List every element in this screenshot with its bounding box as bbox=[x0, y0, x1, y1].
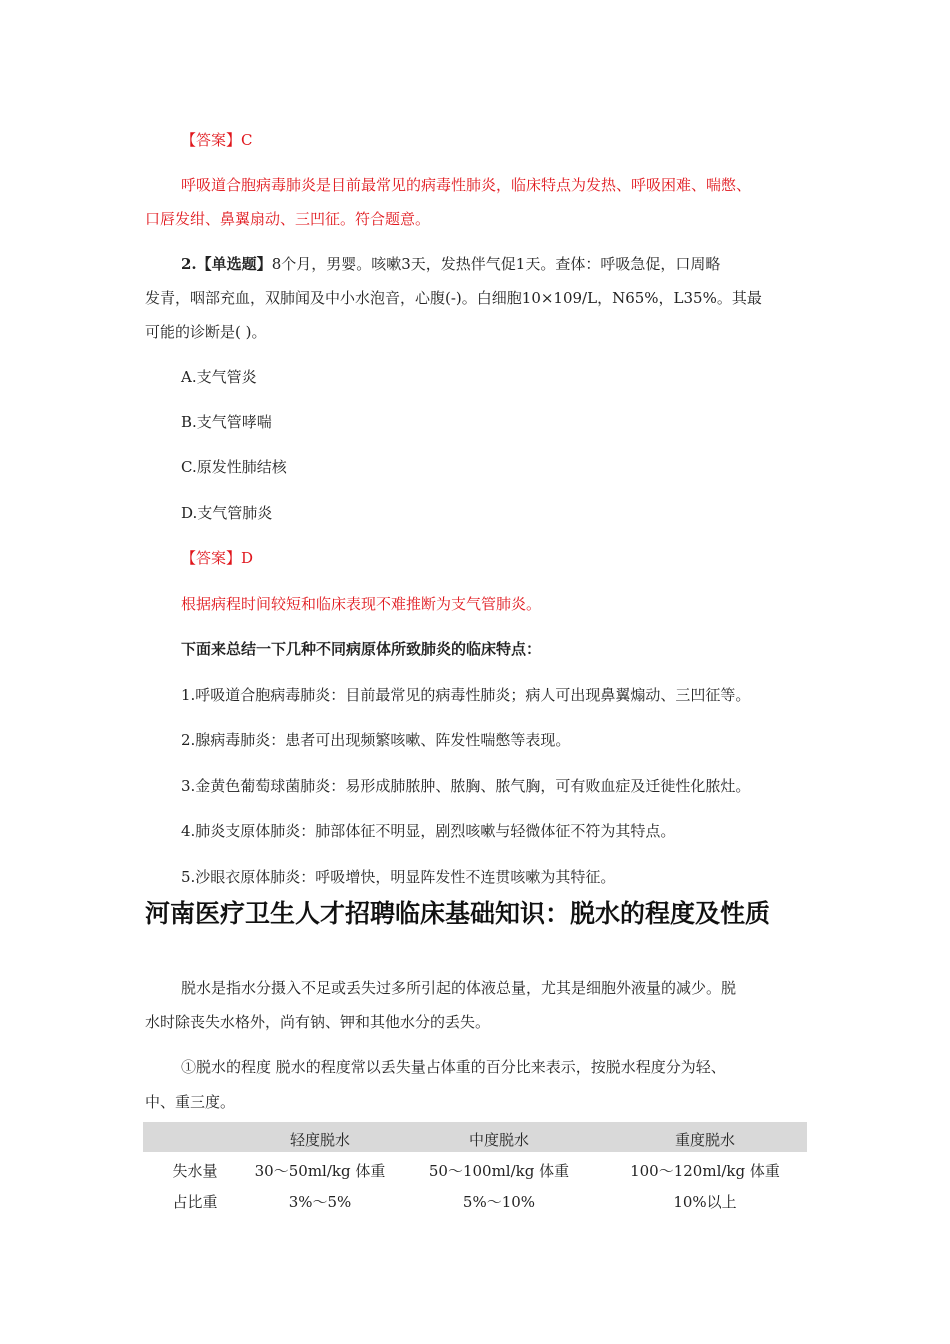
answer-line bbox=[181, 548, 253, 568]
table-header-cell: 中度脱水 bbox=[468, 1131, 529, 1149]
question-line: 可能的诊断是( )。 bbox=[145, 323, 267, 341]
table-row bbox=[143, 1153, 807, 1185]
section-heading: 河南医疗卫生人才招聘临床基础知识：脱水的程度及性质 bbox=[145, 899, 771, 928]
answer-value: D bbox=[241, 549, 254, 567]
table-cell: 5%～10% bbox=[462, 1193, 536, 1211]
table-cell: 10%以上 bbox=[673, 1193, 737, 1211]
answer-value: C bbox=[241, 131, 253, 149]
table-cell: 3%～5% bbox=[288, 1193, 352, 1211]
summary-item: 3.金黄色葡萄球菌肺炎：易形成肺脓肿、脓胸、脓气胸，可有败血症及迁徙性化脓灶。 bbox=[181, 777, 751, 795]
question-type: 【单选题】 bbox=[196, 255, 272, 273]
paragraph-line: 水时除丧失水格外，尚有钠、钾和其他水分的丢失。 bbox=[145, 1013, 491, 1031]
question-line: 发青，咽部充血，双肺闻及中小水泡音，心腹(-)。白细胞10×109/L，N65%，L35%。其最 bbox=[145, 289, 762, 307]
option-d: D.支气管肺炎 bbox=[181, 504, 273, 522]
question-number: 2. bbox=[181, 255, 197, 273]
explanation-line: 呼吸道合胞病毒肺炎是目前最常见的病毒性肺炎，临床特点为发热、呼吸困难、喘憋、 bbox=[181, 176, 752, 194]
summary-item: 5.沙眼衣原体肺炎：呼吸增快，明显阵发性不连贯咳嗽为其特征。 bbox=[181, 868, 616, 886]
question-text: 8个月，男婴。咳嗽3天，发热伴气促1天。查体：呼吸急促，口周略 bbox=[271, 255, 721, 273]
option-a: A.支气管炎 bbox=[181, 368, 257, 386]
table-cell: 失水量 bbox=[172, 1162, 218, 1180]
option-b: B.支气管哮喘 bbox=[181, 413, 272, 431]
summary-item: 1.呼吸道合胞病毒肺炎：目前最常见的病毒性肺炎；病人可出现鼻翼煽动、三凹征等。 bbox=[181, 686, 751, 704]
table-cell: 100～120ml/kg 体重 bbox=[630, 1162, 780, 1180]
question-line bbox=[181, 254, 720, 274]
paragraph-line: 中、重三度。 bbox=[145, 1093, 236, 1111]
dehydration-table bbox=[143, 1122, 807, 1211]
option-c: C.原发性肺结核 bbox=[181, 458, 287, 476]
table-cell: 占比重 bbox=[172, 1193, 218, 1211]
table-row bbox=[143, 1185, 807, 1217]
table-header-cell: 重度脱水 bbox=[674, 1131, 735, 1149]
table-header-cell: 轻度脱水 bbox=[289, 1131, 350, 1149]
summary-title: 下面来总结一下几种不同病原体所致肺炎的临床特点： bbox=[181, 640, 542, 658]
explanation-line: 口唇发绀、鼻翼扇动、三凹征。符合题意。 bbox=[145, 210, 431, 228]
paragraph-line: 脱水是指水分摄入不足或丢失过多所引起的体液总量，尤其是细胞外液量的减少。脱 bbox=[181, 979, 737, 997]
table-header-row bbox=[143, 1122, 807, 1152]
paragraph-line: ①脱水的程度 脱水的程度常以丢失量占体重的百分比来表示，按脱水程度分为轻、 bbox=[181, 1058, 726, 1076]
answer-label: 【答案】 bbox=[181, 131, 242, 149]
table-cell: 30～50ml/kg 体重 bbox=[254, 1162, 386, 1180]
summary-item: 2.腺病毒肺炎：患者可出现频繁咳嗽、阵发性喘憋等表现。 bbox=[181, 731, 571, 749]
summary-item: 4.肺炎支原体肺炎：肺部体征不明显，剧烈咳嗽与轻微体征不符为其特点。 bbox=[181, 822, 676, 840]
table-cell: 50～100ml/kg 体重 bbox=[428, 1162, 570, 1180]
explanation-line: 根据病程时间较短和临床表现不难推断为支气管肺炎。 bbox=[181, 595, 542, 613]
answer-line bbox=[181, 130, 253, 150]
answer-label: 【答案】 bbox=[181, 549, 242, 567]
